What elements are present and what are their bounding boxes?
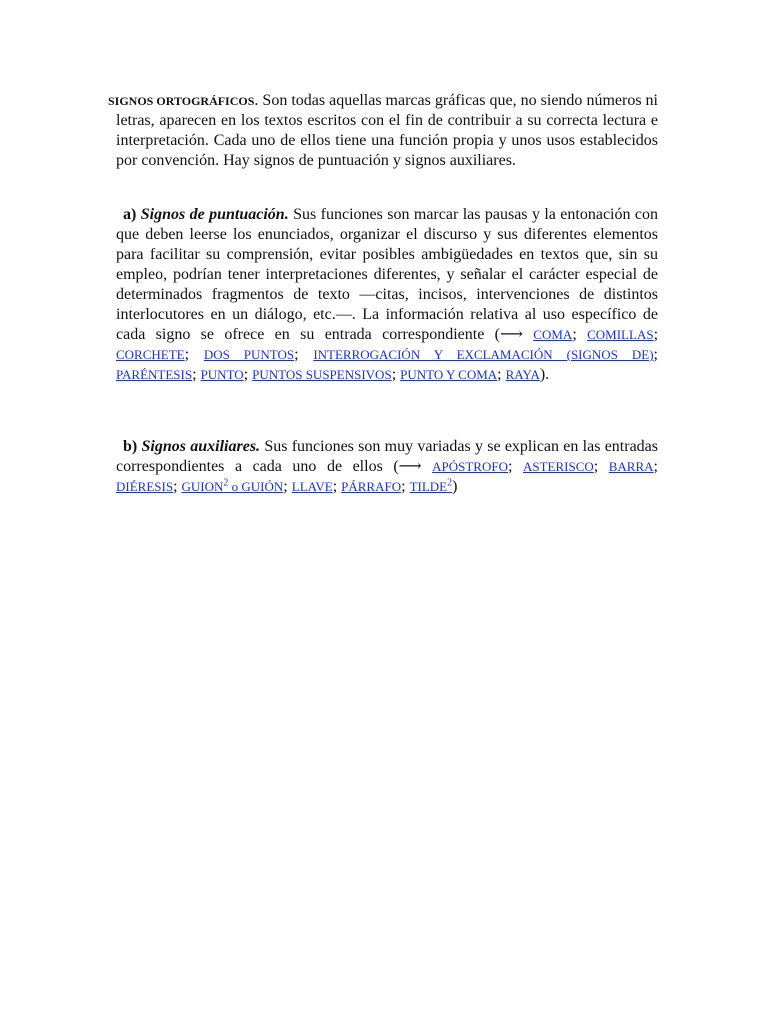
separator: ; xyxy=(391,366,401,383)
link-guion-prefix: GUION xyxy=(181,479,224,494)
separator: ; xyxy=(572,326,588,343)
link-interrogacion-exclamacion[interactable]: INTERROGACIÓN Y EXCLAMACIÓN (SIGNOS DE) xyxy=(313,347,654,362)
link-tilde[interactable] xyxy=(410,479,453,494)
link-guion-sup: 2 xyxy=(223,477,229,489)
link-comillas[interactable]: COMILLAS xyxy=(587,327,654,342)
link-guion[interactable] xyxy=(182,479,284,494)
intro-paragraph xyxy=(108,91,659,171)
link-parentesis[interactable]: PARÉNTESIS xyxy=(116,367,193,382)
link-llave[interactable]: LLAVE xyxy=(291,479,333,494)
section-a-paragraph xyxy=(116,205,658,385)
intro-heading-period: . xyxy=(254,92,259,109)
link-tilde-prefix: TILDE xyxy=(409,479,448,494)
link-apostrofo[interactable]: APÓSTROFO xyxy=(432,459,508,474)
separator: ; xyxy=(653,458,658,475)
link-dieresis[interactable]: DIÉRESIS xyxy=(116,479,174,494)
separator: ; xyxy=(294,346,314,363)
section-b-letter: b) xyxy=(123,438,138,455)
link-dos-puntos[interactable]: DOS PUNTOS xyxy=(203,347,295,362)
link-guion-suffix: o GUIÓN xyxy=(228,479,284,494)
link-asterisco[interactable]: ASTERISCO xyxy=(522,459,594,474)
section-a-text: Sus funciones son marcar las pausas y la entonación con que deben leerse los enunciados, organizar el discurso y sus diferentes elementos para facilitar su comprensión, evitar posibles ambigüedades en textos que, sin su empleo, podrían tener interpretaciones diferentes, y señalar el carácter especial de determinados fragmentos de texto —citas, incisos, intervenciones de distintos interlocutores en un diálogo, etc.—. La información relativa al uso específico de cada signo se ofrece en su entrada correspondiente xyxy=(116,206,658,343)
section-a-title: Signos de puntuación. xyxy=(140,206,289,223)
link-coma[interactable]: COMA xyxy=(533,327,573,342)
separator: ; xyxy=(173,478,182,495)
separator: ; xyxy=(653,346,658,363)
section-b-arrow: (⟶ xyxy=(393,458,433,475)
link-parrafo[interactable]: PÁRRAFO xyxy=(341,479,402,494)
separator: ; xyxy=(243,366,253,383)
separator: ; xyxy=(653,326,659,343)
link-barra[interactable]: BARRA xyxy=(608,459,654,474)
separator: ; xyxy=(283,478,292,495)
separator: ; xyxy=(192,366,201,383)
section-b-paragraph xyxy=(116,437,658,497)
separator: ; xyxy=(507,458,523,475)
link-corchete[interactable]: CORCHETE xyxy=(116,347,185,362)
section-b-closing: ) xyxy=(452,478,458,495)
section-a-letter: a) xyxy=(123,206,137,223)
separator: ; xyxy=(497,366,506,383)
link-tilde-sup: 2 xyxy=(447,477,453,489)
link-puntos-suspensivos[interactable]: PUNTOS SUSPENSIVOS xyxy=(252,367,392,382)
section-a-closing: ). xyxy=(539,366,550,383)
section-a-arrow: (⟶ xyxy=(494,326,534,343)
intro-text: Son todas aquellas marcas gráficas que, no siendo números ni letras, aparecen en los textos escritos con el fin de contribuir a su correcta lectura e interpretación. Cada uno de ellos tiene una función propia y unos usos establecidos por convención. Hay signos de puntuación y signos auxiliares. xyxy=(116,92,659,169)
section-b-text: Sus funciones son muy variadas y se explican en las entradas correspondientes a cada uno de ellos xyxy=(116,438,659,475)
intro-heading: SIGNOS ORTOGRÁFICOS xyxy=(108,94,255,108)
link-punto-y-coma[interactable]: PUNTO Y COMA xyxy=(400,367,498,382)
link-raya[interactable]: RAYA xyxy=(505,367,540,382)
link-punto[interactable]: PUNTO xyxy=(200,367,244,382)
section-b-title: Signos auxiliares. xyxy=(141,438,261,455)
separator: ; xyxy=(332,478,342,495)
separator: ; xyxy=(184,346,204,363)
separator: ; xyxy=(593,458,609,475)
separator: ; xyxy=(401,478,410,495)
